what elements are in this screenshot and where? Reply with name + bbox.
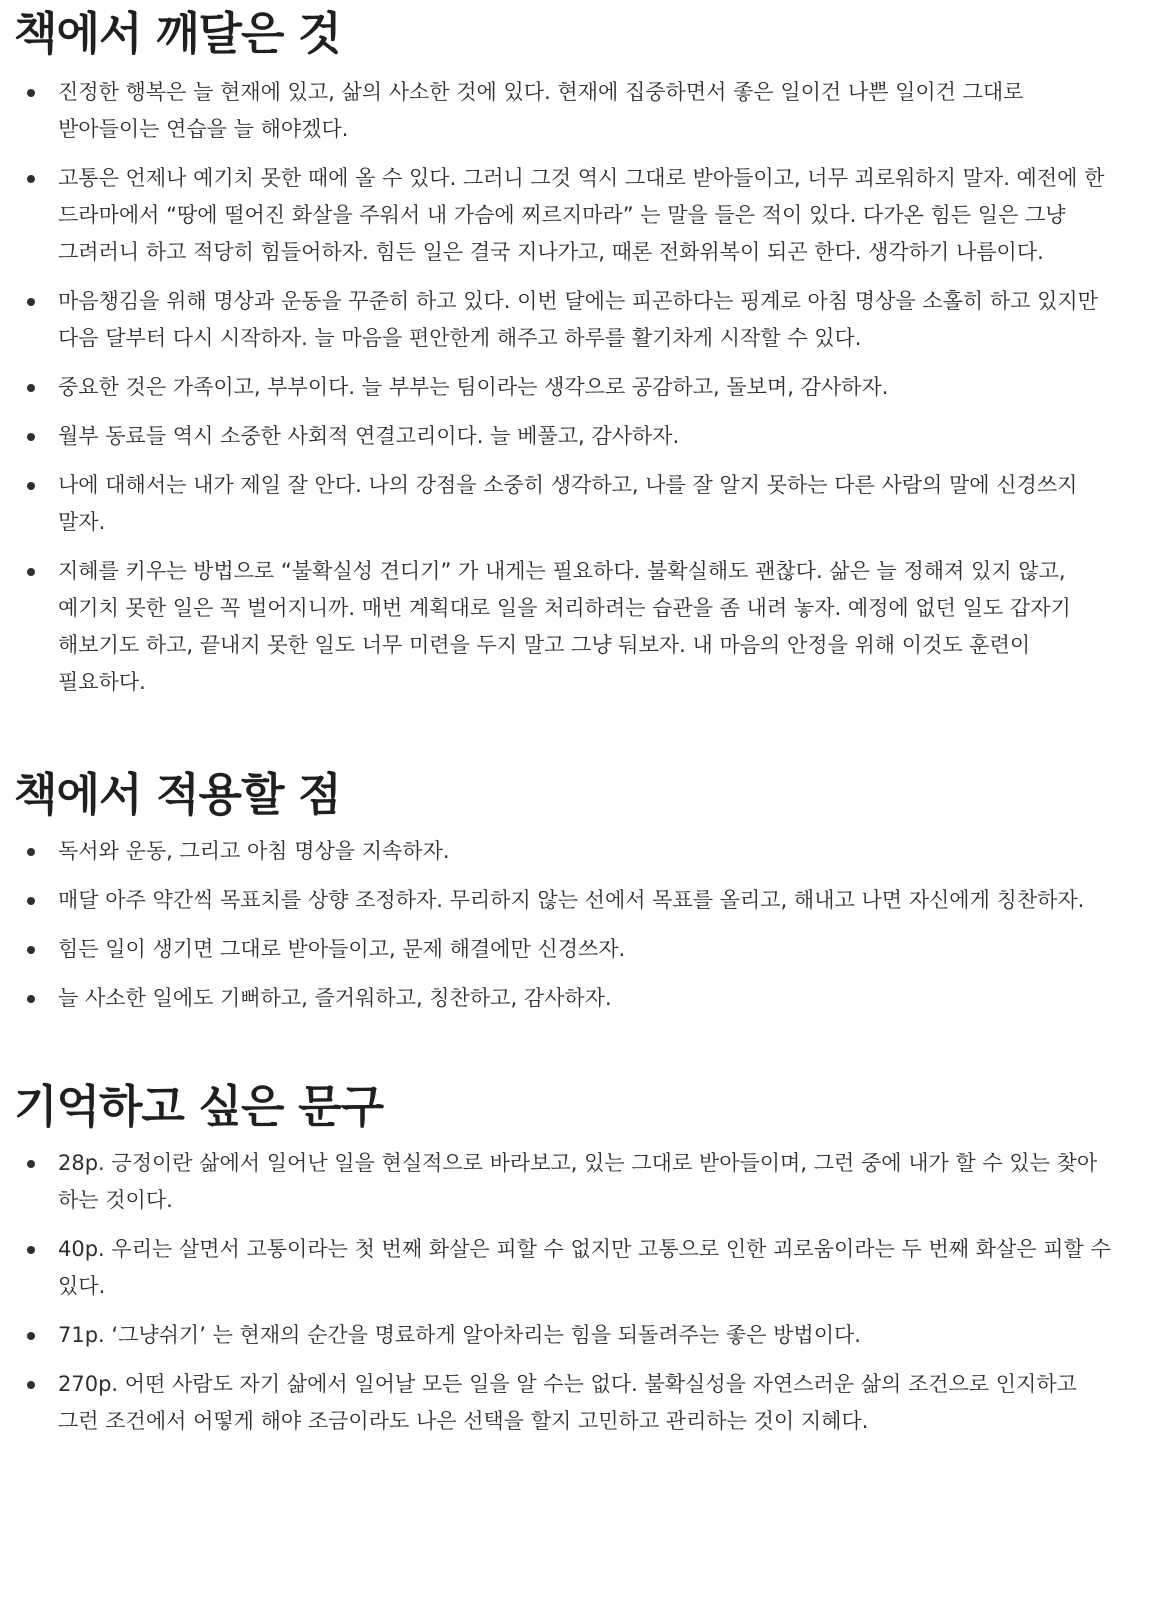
list-item: 지혜를 키우는 방법으로 “불확실성 견디기” 가 내게는 필요하다. 불확실해도 괜찮다. 삶은 늘 정해져 있지 않고, 예기치 못한 일은 꼭 벌어지니까. 매번 계획대로 일을 처리하려는 습관을 좀 내려 놓자. 예정에 없던 일도 갑자기 해보기도 하고, 끝내지 못한 일도 너무 미련을 두지 말고 그냥 둬보자. 내 마음의 안정을 위해 이것도 훈련이 필요하다. <box>14 553 1116 701</box>
list-item: 40p. 우리는 살면서 고통이라는 첫 번째 화살은 피할 수 없지만 고통으로 인한 괴로움이라는 두 번째 화살은 피할 수 있다. <box>14 1231 1116 1305</box>
list-item: 마음챙김을 위해 명상과 운동을 꾸준히 하고 있다. 이번 달에는 피곤하다는 핑계로 아침 명상을 소홀히 하고 있지만 다음 달부터 다시 시작하자. 늘 마음을 편안한게 해주고 하루를 활기차게 시작할 수 있다. <box>14 283 1116 357</box>
section-applications <box>14 713 1116 1017</box>
list-item: 고통은 언제나 예기치 못한 때에 올 수 있다. 그러니 그것 역시 그대로 받아들이고, 너무 괴로워하지 말자. 예전에 한 드라마에서 “땅에 떨어진 화살을 주워서 내 가슴에 찌르지마라” 는 말을 들은 적이 있다. 다가온 힘든 일은 그냥 그려러니 하고 적당히 힘들어하자. 힘든 일은 결국 지나가고, 때론 전화위복이 되곤 한다. 생각하기 나름이다. <box>14 160 1116 271</box>
list-item: 28p. 긍정이란 삶에서 일어난 일을 현실적으로 바라보고, 있는 그대로 받아들이며, 그런 중에 내가 할 수 있는 찾아 하는 것이다. <box>14 1145 1116 1219</box>
list-item: 270p. 어떤 사람도 자기 삶에서 일어날 모든 일을 알 수는 없다. 불확실성을 자연스러운 삶의 조건으로 인지하고 그런 조건에서 어떻게 해야 조금이라도 나은 선택을 할지 고민하고 관리하는 것이 지혜다. <box>14 1366 1116 1440</box>
list-item: 71p. ‘그냥쉬기’ 는 현재의 순간을 명료하게 알아차리는 힘을 되돌려주는 좋은 방법이다. <box>14 1317 1116 1354</box>
list-item: 힘든 일이 생기면 그대로 받아들이고, 문제 해결에만 신경쓰자. <box>14 931 1116 968</box>
section-quotes <box>14 1029 1116 1440</box>
list-item: 중요한 것은 가족이고, 부부이다. 늘 부부는 팀이라는 생각으로 공감하고, 돌보며, 감사하자. <box>14 369 1116 406</box>
list-item: 늘 사소한 일에도 기뻐하고, 즐거워하고, 칭찬하고, 감사하자. <box>14 980 1116 1017</box>
list-item: 진정한 행복은 늘 현재에 있고, 삶의 사소한 것에 있다. 현재에 집중하면서 좋은 일이건 나쁜 일이건 그대로 받아들이는 연습을 늘 해야겠다. <box>14 74 1116 148</box>
section-realizations <box>14 0 1116 701</box>
bullet-list-realizations <box>14 74 1116 701</box>
section-heading-applications: 책에서 적용할 점 <box>14 768 341 821</box>
list-item: 나에 대해서는 내가 제일 잘 안다. 나의 강점을 소중히 생각하고, 나를 잘 알지 못하는 다른 사람의 말에 신경쓰지 말자. <box>14 467 1116 541</box>
list-item: 월부 동료들 역시 소중한 사회적 연결고리이다. 늘 베풀고, 감사하자. <box>14 418 1116 455</box>
list-item: 매달 아주 약간씩 목표치를 상향 조정하자. 무리하지 않는 선에서 목표를 올리고, 해내고 나면 자신에게 칭찬하자. <box>14 882 1116 919</box>
section-heading-realizations: 책에서 깨달은 것 <box>14 7 341 60</box>
list-item: 독서와 운동, 그리고 아침 명상을 지속하자. <box>14 833 1116 870</box>
bullet-list-applications <box>14 833 1116 1017</box>
bullet-list-quotes <box>14 1145 1116 1440</box>
section-heading-quotes: 기억하고 싶은 문구 <box>14 1080 384 1133</box>
